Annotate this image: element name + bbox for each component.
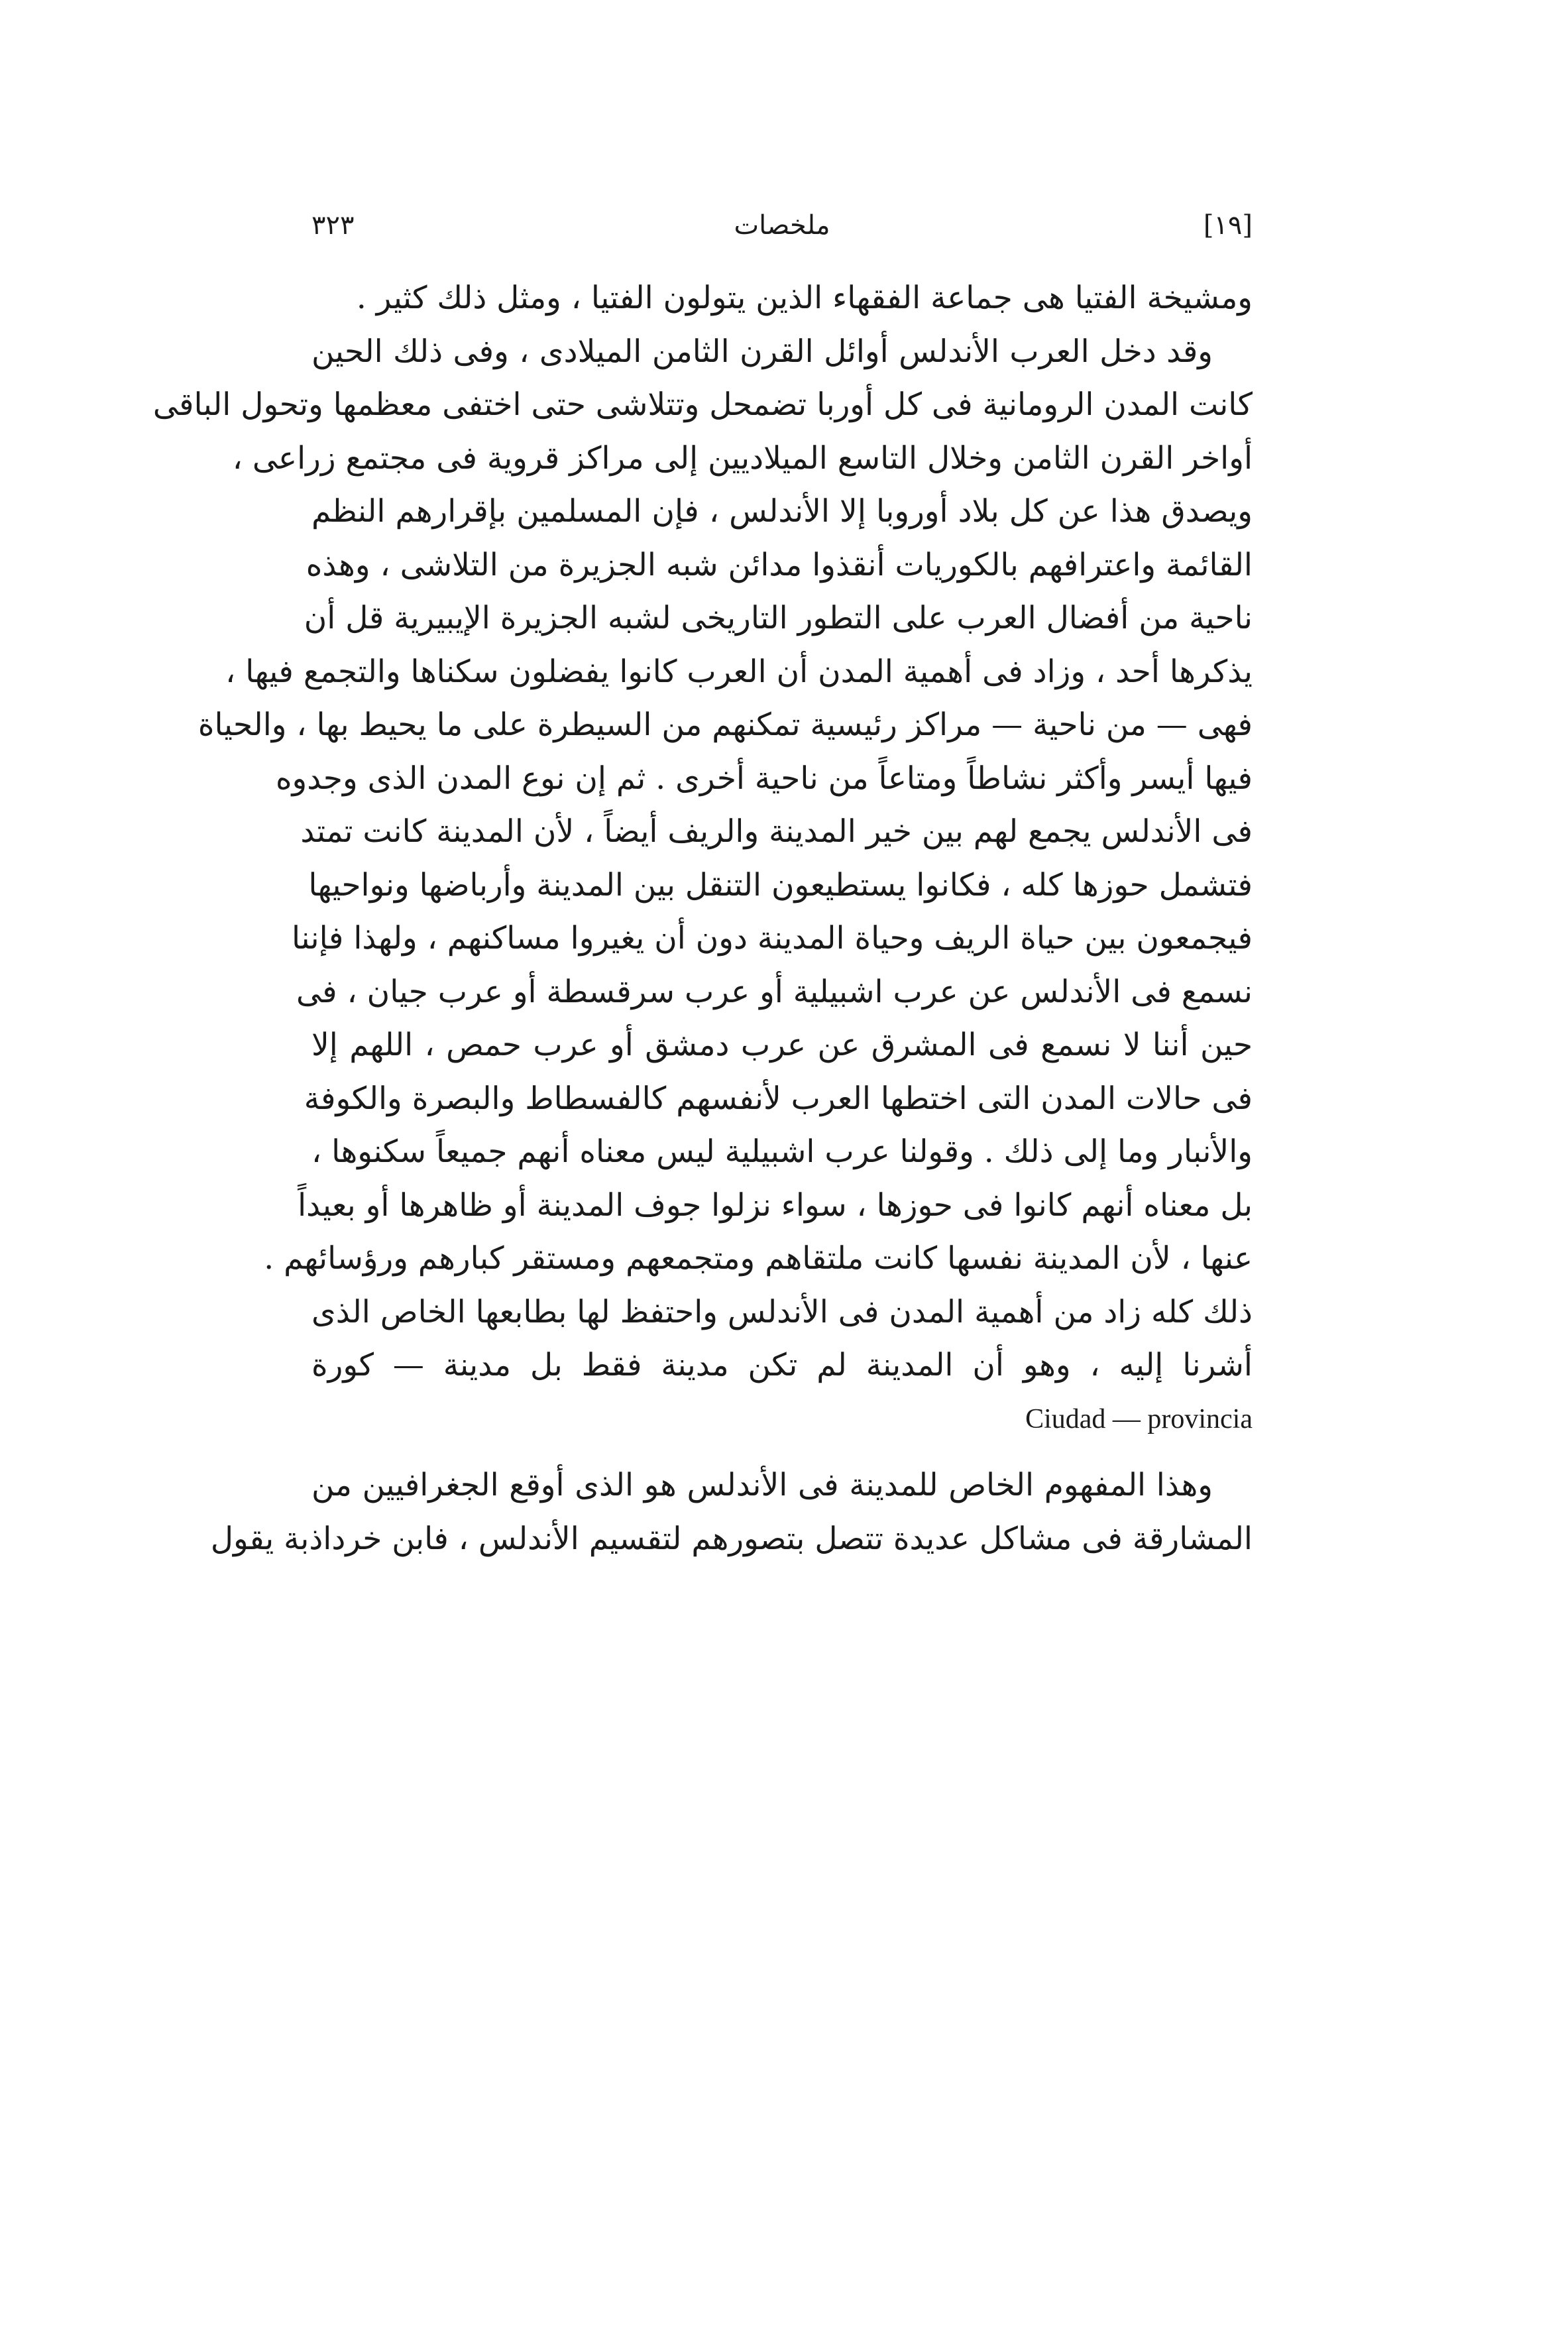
section-reference: [١٩] xyxy=(1203,210,1253,241)
page-number: ٣٢٣ xyxy=(311,210,355,241)
text-line: بل معناه أنهم كانوا فى حوزها ، سواء نزلوا جوف المدينة أو ظاهرها أو بعيداً xyxy=(298,1187,1253,1224)
text-line: فيها أيسر وأكثر نشاطاً ومتاعاً من ناحية أخرى . ثم إن نوع المدن الذى وجدوه xyxy=(275,760,1253,797)
text-line: وقد دخل العرب الأندلس أوائل القرن الثامن الميلادى ، وفى ذلك الحين xyxy=(311,333,1213,370)
text-line: المشارقة فى مشاكل عديدة تتصل بتصورهم لتقسيم الأندلس ، فابن خرداذبة يقول xyxy=(210,1520,1253,1557)
running-header xyxy=(311,199,1253,252)
text-line: حين أننا لا نسمع فى المشرق عن عرب دمشق أو عرب حمص ، اللهم إلا xyxy=(311,1027,1253,1063)
text-line: فهى — من ناحية — مراكز رئيسية تمكنهم من السيطرة على ما يحيط بها ، والحياة xyxy=(197,707,1253,743)
text-line: ومشيخة الفتيا هى جماعة الفقهاء الذين يتولون الفتيا ، ومثل ذلك كثير . xyxy=(356,280,1253,316)
text-line: عنها ، لأن المدينة نفسها كانت ملتقاهم ومتجمعهم ومستقر كبارهم ورؤسائهم . xyxy=(264,1240,1253,1277)
running-title: ملخصات xyxy=(734,210,830,241)
body-text xyxy=(152,272,1253,1566)
text-line: ويصدق هذا عن كل بلاد أوروبا إلا الأندلس ، فإن المسلمين بإقرارهم النظم xyxy=(311,493,1253,530)
text-line: فى حالات المدن التى اختطها العرب لأنفسهم كالفسطاط والبصرة والكوفة xyxy=(304,1080,1253,1117)
text-line: كانت المدن الرومانية فى كل أوربا تضمحل وتتلاشى حتى اختفى معظمها وتحول الباقى xyxy=(152,386,1253,423)
text-line: القائمة واعترافهم بالكوريات أنقذوا مدائن شبه الجزيرة من التلاشى ، وهذه xyxy=(306,546,1253,583)
text-line: يذكرها أحد ، وزاد فى أهمية المدن أن العرب كانوا يفضلون سكناها والتجمع فيها ، xyxy=(225,653,1253,690)
text-line: أواخر القرن الثامن وخلال التاسع الميلاديين إلى مراكز قروية فى مجتمع زراعى ، xyxy=(232,439,1253,477)
text-line: فى الأندلس يجمع لهم بين خير المدينة والريف أيضاً ، لأن المدينة كانت تمتد xyxy=(300,813,1253,850)
text-line: ذلك كله زاد من أهمية المدن فى الأندلس واحتفظ لها بطابعها الخاص الذى xyxy=(311,1293,1253,1330)
text-line: نسمع فى الأندلس عن عرب اشبيلية أو عرب سرقسطة أو عرب جيان ، فى xyxy=(296,973,1253,1010)
text-line: أشرنا إليه ، وهو أن المدينة لم تكن مدينة فقط بل مدينة — كورة xyxy=(311,1347,1253,1383)
text-line: فتشمل حوزها كله ، فكانوا يستطيعون التنقل بين المدينة وأرباضها ونواحيها xyxy=(308,866,1253,903)
text-line: فيجمعون بين حياة الريف وحياة المدينة دون أن يغيروا مساكنهم ، ولهذا فإننا xyxy=(292,920,1253,957)
text-line: والأنبار وما إلى ذلك . وقولنا عرب اشبيلية ليس معناه أنهم جميعاً سكنوها ، xyxy=(311,1134,1253,1170)
text-line: ناحية من أفضال العرب على التطور التاريخى لشبه الجزيرة الإيبيرية قل أن xyxy=(304,600,1253,636)
paragraph-gap xyxy=(311,1446,1253,1459)
latin-term: Ciudad — provincia xyxy=(1025,1403,1253,1434)
text-line: وهذا المفهوم الخاص للمدينة فى الأندلس هو الذى أوقع الجغرافيين من xyxy=(311,1467,1213,1503)
